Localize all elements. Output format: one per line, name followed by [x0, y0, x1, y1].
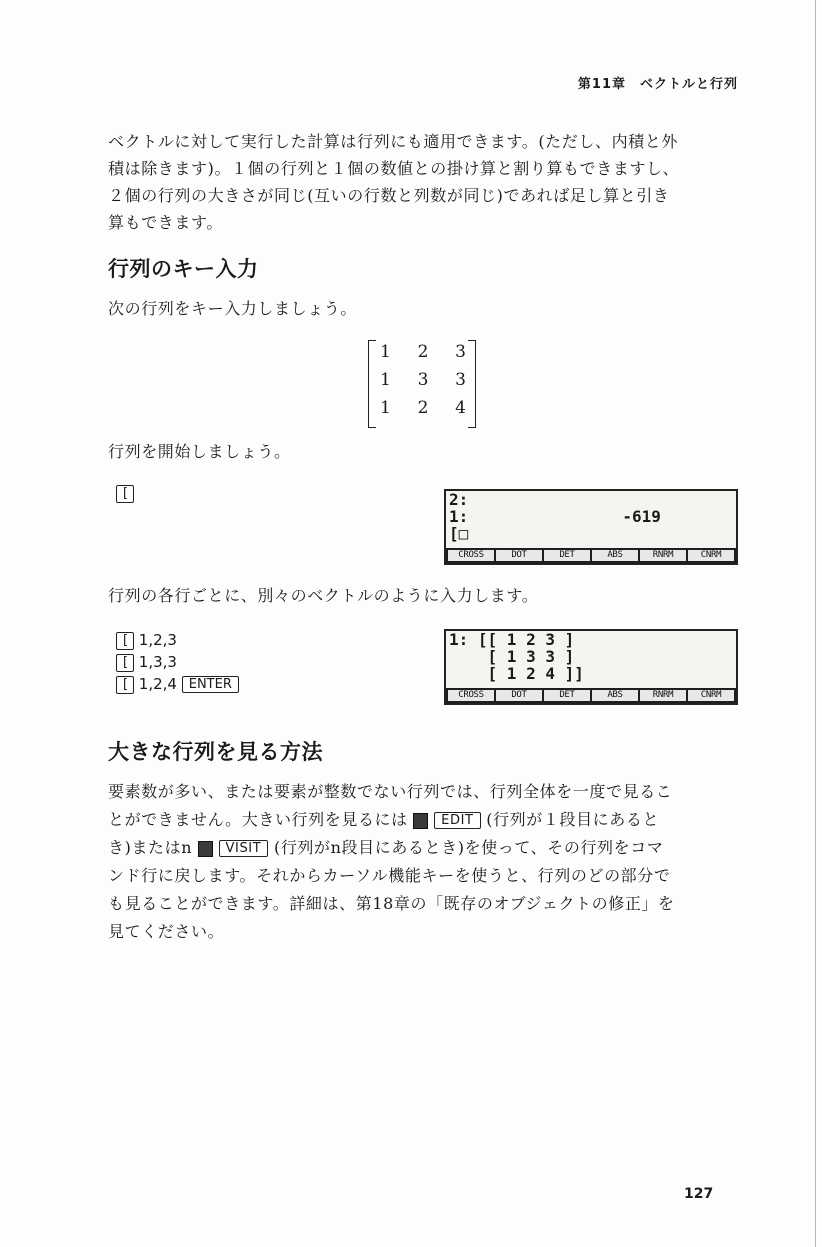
matrix-cell: 1: [380, 370, 391, 390]
key-entry-value: 1,2,3: [138, 631, 177, 649]
matrix-cell: 2: [417, 342, 429, 362]
matrix-cell: 1: [380, 398, 391, 418]
softkey-det: DET: [544, 690, 590, 701]
enter-key: ENTER: [182, 676, 239, 693]
intro-line: ２個の行列の大きさが同じ(互いの行数と列数が同じ)であれば足し算と引き: [108, 186, 670, 205]
softkey-rnrm: RNRM: [640, 550, 686, 561]
key-sequence-start: [116, 483, 134, 503]
softkey-cross: CROSS: [448, 690, 494, 701]
matrix-row: [380, 370, 466, 390]
matrix-cell: 1: [380, 342, 391, 362]
intro-line: ベクトルに対して実行した計算は行列にも適用できます。(ただし、内積と外: [108, 132, 678, 151]
key-entry-value: 1,3,3: [138, 653, 177, 671]
matrix-cell: 2: [417, 398, 429, 418]
body-line: 要素数が多い、または要素が整数でない行列では、行列全体を一度で見るこ: [108, 782, 673, 801]
edit-key: EDIT: [434, 812, 480, 829]
matrix-cell: 4: [455, 398, 466, 418]
command-line: [□: [449, 524, 469, 543]
matrix-left-bracket: [368, 340, 376, 428]
softkey-abs: ABS: [592, 550, 638, 561]
softkey-menu: [446, 548, 736, 563]
softkey-dot: DOT: [496, 550, 542, 561]
bracket-key-icon: [: [116, 485, 134, 503]
body-text: (行列が１段目にあると: [486, 810, 660, 829]
calculator-screen-2: [444, 629, 738, 705]
matrix-display: [368, 340, 476, 426]
matrix-right-bracket: [468, 340, 476, 428]
body-line: [108, 834, 738, 862]
instruction-text: 行列の各行ごとに、別々のベクトルのように入力します。: [108, 586, 539, 605]
page-number: 127: [684, 1186, 714, 1202]
matrix-output-line: [ 1 2 4 ]]: [449, 664, 584, 683]
body-text: き)またはn: [108, 838, 193, 857]
view-large-paragraph: [108, 778, 738, 946]
intro-paragraph: [108, 128, 738, 236]
stack-level-1: 1: [[ 1 2 3 ]: [449, 630, 575, 649]
softkey-cross: CROSS: [448, 550, 494, 561]
body-line: [108, 806, 738, 834]
intro-line: 算もできます。: [108, 213, 223, 232]
calculator-screen-1: [444, 489, 738, 565]
softkey-det: DET: [544, 550, 590, 561]
key-sequence-row: [116, 630, 177, 650]
body-text: とができません。大きい行列を見るには: [108, 810, 408, 829]
matrix-cell: 3: [417, 370, 429, 390]
softkey-menu: [446, 688, 736, 703]
page-edge-line: [815, 0, 816, 1247]
matrix-row: [380, 342, 466, 362]
intro-line: 積は除きます)。１個の行列と１個の数値との掛け算と割り算もできますし、: [108, 159, 680, 178]
matrix-output-line: [ 1 3 3 ]: [449, 647, 575, 666]
bracket-key-icon: [: [116, 632, 134, 650]
instruction-text: 行列を開始しましょう。: [108, 442, 291, 461]
softkey-rnrm: RNRM: [640, 690, 686, 701]
bracket-key-icon: [: [116, 654, 134, 672]
softkey-abs: ABS: [592, 690, 638, 701]
running-header: 第11章 ベクトルと行列: [577, 77, 738, 92]
left-shift-key-icon: [198, 841, 213, 857]
section-heading-view-large: 大きな行列を見る方法: [108, 740, 323, 764]
key-sequence-row: [116, 652, 177, 672]
key-sequence-row: [116, 674, 239, 694]
stack-level-1: 1: -619: [449, 507, 661, 526]
body-line: も見ることができます。詳細は、第18章の「既存のオブジェクトの修正」を: [108, 894, 675, 913]
body-line: 見てください。: [108, 922, 225, 941]
section-heading-key-input: 行列のキー入力: [108, 257, 259, 281]
matrix-cell: 3: [455, 342, 466, 362]
softkey-cnrm: CNRM: [688, 690, 734, 701]
left-shift-key-icon: [413, 813, 428, 829]
bracket-key-icon: [: [116, 676, 134, 694]
softkey-cnrm: CNRM: [688, 550, 734, 561]
key-entry-value: 1,2,4: [138, 675, 177, 693]
visit-key: VISIT: [219, 840, 269, 857]
stack-level-2: 2:: [449, 490, 469, 509]
matrix-cell: 3: [455, 370, 466, 390]
instruction-text: 次の行列をキー入力しましょう。: [108, 299, 358, 318]
body-line: ンド行に戻します。それからカーソル機能キーを使うと、行列のどの部分で: [108, 866, 671, 885]
softkey-dot: DOT: [496, 690, 542, 701]
matrix-row: [380, 398, 466, 418]
body-text: (行列がn段目にあるとき)を使って、その行列をコマ: [273, 838, 664, 857]
